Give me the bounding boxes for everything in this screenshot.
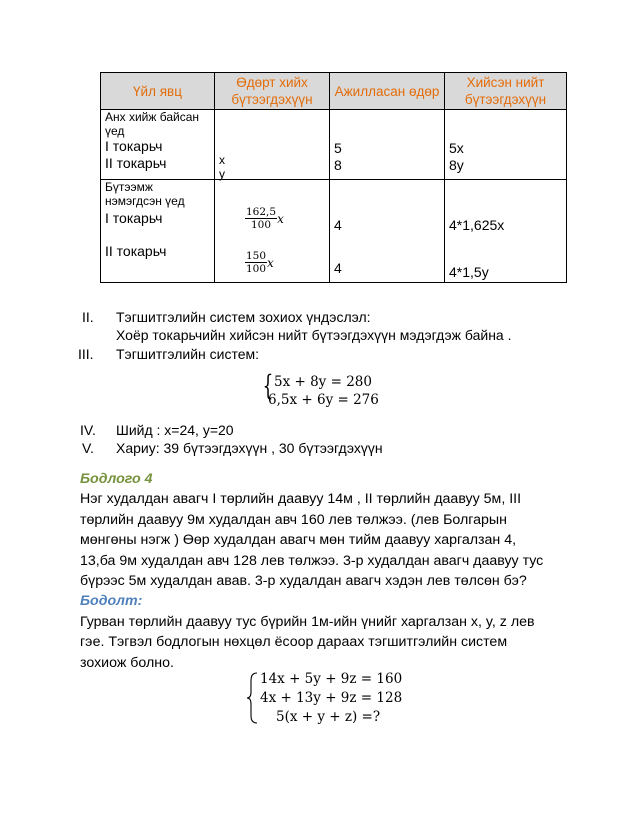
row2-turner1: I токарьч: [105, 210, 163, 226]
problem-line: мөнгөны нэгж ) Өөр худалдан авагч мөн тийм даавуу харгалзан 4,: [80, 532, 517, 548]
row2-days2: 4: [334, 260, 342, 276]
system2-equation2: 4x + 13y + 9z = 128: [260, 690, 403, 706]
row2-days1: 4: [334, 217, 342, 233]
solution-line: зохиож болно.: [80, 654, 174, 671]
system1-equation1: 5x + 8y = 280: [274, 374, 372, 390]
problem-line: бүрээс 5м худалдан авав. 3-р худалдан авагч хэдэн лев төлсөн бэ?: [80, 573, 527, 589]
row2-total1: 4*1,625x: [449, 217, 505, 233]
row1-total2: 8y: [449, 157, 464, 173]
frac2-variable: x: [267, 256, 274, 270]
system2-equation1: 14x + 5y + 9z = 160: [260, 671, 403, 687]
row2-days-cell: [330, 180, 445, 283]
row2-daily-cell: [215, 180, 330, 283]
row1-days2: 8: [334, 157, 342, 173]
problem-line: төрлийн даавуу 9м худалдан авч 160 лев төлжээ. (лев Болгарын: [80, 511, 507, 528]
row2-label-line2: нэмэгдсэн үед: [105, 194, 185, 208]
header-process: Үйл явц: [101, 73, 215, 110]
step-number: II.: [82, 309, 94, 325]
frac2-denominator: 100: [246, 263, 267, 275]
step-text: Хоёр токарьчийн хийсэн нийт бүтээгдэхүүн мэдэгдэж байна .: [116, 327, 512, 343]
step-text: Хариу: 39 бүтээгдэхүүн , 30 бүтээгдэхүүн: [116, 440, 383, 456]
row1-label-line1: Анх хийж байсан: [105, 110, 200, 124]
system1-brace: {: [262, 369, 274, 402]
step-number: III.: [78, 346, 94, 362]
problem-line: Нэг худалдан авагч I төрлийн даавуу 14м , II төрлийн даавуу 5м, III: [80, 491, 522, 507]
row2-total2: 4*1,5y: [449, 264, 489, 280]
problem-line: 13,ба 9м худалдан авч 128 лев төлжээ. 3-р худалдан авагч даавуу тус: [80, 552, 544, 569]
header-days-worked: Ажилласан өдөр: [330, 73, 445, 110]
row1-total1: 5x: [449, 140, 464, 156]
row2-total-cell: [445, 180, 567, 283]
row1-days-cell: [330, 110, 445, 180]
frac1-variable: x: [277, 212, 284, 226]
production-table: [100, 72, 567, 283]
row1-label-line2: үед: [105, 124, 125, 138]
frac1-denominator: 100: [251, 219, 272, 231]
header-total-output: Хийсэн нийт бүтээгдэхүүн: [445, 73, 567, 110]
step-number: V.: [82, 440, 94, 456]
step-text: Тэгшитгэлийн систем:: [116, 346, 260, 362]
row2-label-line1: Бүтээмж: [105, 180, 153, 194]
step-text: Шийд : x=24, y=20: [116, 422, 234, 438]
row1-label-cell: [101, 110, 215, 180]
row2-label-cell: [101, 180, 215, 283]
row2-turner2: II токарьч: [105, 243, 167, 259]
system2-equation3: 5(x + y + z) =?: [276, 709, 381, 725]
row1-days1: 5: [334, 140, 342, 156]
header-daily-output: Өдөрт хийх бүтээгдэхүүн: [215, 73, 330, 110]
problem-title: Бодлого 4: [80, 471, 153, 487]
row1-turner1: I токарьч: [105, 138, 163, 154]
solution-line: Гурван төрлийн даавуу тус бүрийн 1м-ийн үнийг харгалзан x, y, z лев: [80, 613, 535, 630]
step-number: IV.: [80, 422, 96, 438]
table-header-row: [101, 73, 567, 110]
row1-daily-cell: [215, 110, 330, 180]
table-row: [101, 110, 567, 180]
solution-line: гэе. Тэгвэл бодлогын нөхцөл ёсоор дараах тэгшитгэлийн систем: [80, 634, 508, 650]
frac1-numerator: 162,5: [246, 206, 277, 218]
row2-fraction1: [245, 206, 284, 231]
row1-total-cell: [445, 110, 567, 180]
system2-brace: [246, 672, 260, 724]
step-text: Тэгшитгэлийн систем зохиох үндэслэл:: [116, 309, 371, 325]
row1-daily1: x: [219, 153, 225, 167]
row1-turner2: II токарьч: [105, 155, 167, 171]
frac2-numerator: 150: [246, 250, 267, 262]
solution-title: Бодолт:: [80, 593, 143, 609]
system1-equation2: 6,5x + 6y = 276: [268, 392, 379, 408]
table-row: [101, 180, 567, 283]
row2-fraction2: [245, 250, 274, 275]
row1-daily2: y: [219, 167, 225, 181]
